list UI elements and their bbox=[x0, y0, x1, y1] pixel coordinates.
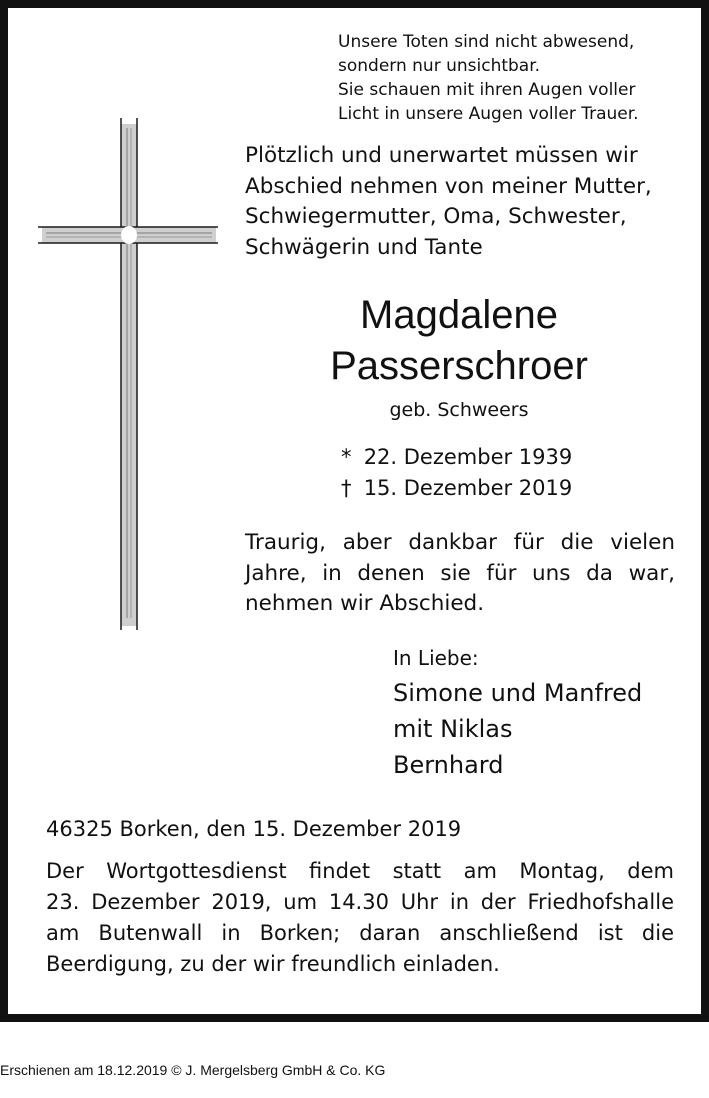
last-name: Passerschroer bbox=[330, 344, 588, 388]
poem-line: Licht in unsere Augen voller Trauer. bbox=[338, 104, 639, 124]
maiden-name: geb. Schweers bbox=[389, 399, 529, 421]
birth-symbol: * bbox=[341, 445, 352, 469]
birth-date: 22. Dezember 1939 bbox=[363, 445, 573, 469]
farewell-line: Traurig, aber dankbar für die vielen bbox=[245, 530, 675, 555]
service-line: Beerdigung, zu der wir freundlich einladen. bbox=[46, 952, 500, 976]
mourner-line: Simone und Manfred bbox=[393, 679, 643, 707]
first-name: Magdalene bbox=[360, 293, 558, 337]
intro-line: Plötzlich und unerwartet müssen wir bbox=[245, 143, 638, 168]
service-line: am Butenwall in Borken; daran anschließend ist die bbox=[46, 921, 674, 945]
farewell-line: Jahre, in denen sie für uns da war, bbox=[245, 560, 675, 586]
intro-text bbox=[245, 141, 685, 263]
poem-line: Sie schauen mit ihren Augen voller bbox=[338, 80, 636, 100]
memorial-poem bbox=[338, 30, 698, 126]
place-date: 46325 Borken, den 15. Dezember 2019 bbox=[46, 817, 462, 841]
mourners bbox=[393, 675, 703, 783]
cross-icon bbox=[38, 118, 220, 632]
in-love-label: In Liebe: bbox=[393, 646, 479, 670]
farewell-text bbox=[245, 528, 675, 620]
mourner-line: mit Niklas bbox=[393, 715, 513, 743]
service-line: 23. Dezember 2019, um 14.30 Uhr in der Friedhofshalle bbox=[46, 890, 674, 914]
poem-line: sondern nur unsichtbar. bbox=[338, 56, 541, 76]
intro-line: Abschied nehmen von meiner Mutter, bbox=[245, 173, 652, 199]
poem-line: Unsere Toten sind nicht abwesend, bbox=[338, 32, 635, 52]
deceased-name bbox=[238, 290, 680, 392]
mourner-line: Bernhard bbox=[393, 751, 504, 779]
intro-line: Schwägerin und Tante bbox=[245, 234, 483, 260]
farewell-line: nehmen wir Abschied. bbox=[245, 591, 485, 616]
service-line: Der Wortgottesdienst findet statt am Montag, dem bbox=[46, 859, 674, 883]
death-row bbox=[341, 473, 681, 504]
death-symbol: † bbox=[341, 476, 352, 500]
death-date: 15. Dezember 2019 bbox=[363, 476, 573, 500]
service-info bbox=[46, 856, 674, 980]
publication-footer: Erschienen am 18.12.2019 © J. Mergelsberg GmbH & Co. KG bbox=[0, 1062, 386, 1078]
life-dates bbox=[341, 442, 681, 504]
birth-row bbox=[341, 442, 681, 473]
intro-line: Schwiegermutter, Oma, Schwester, bbox=[245, 204, 627, 229]
